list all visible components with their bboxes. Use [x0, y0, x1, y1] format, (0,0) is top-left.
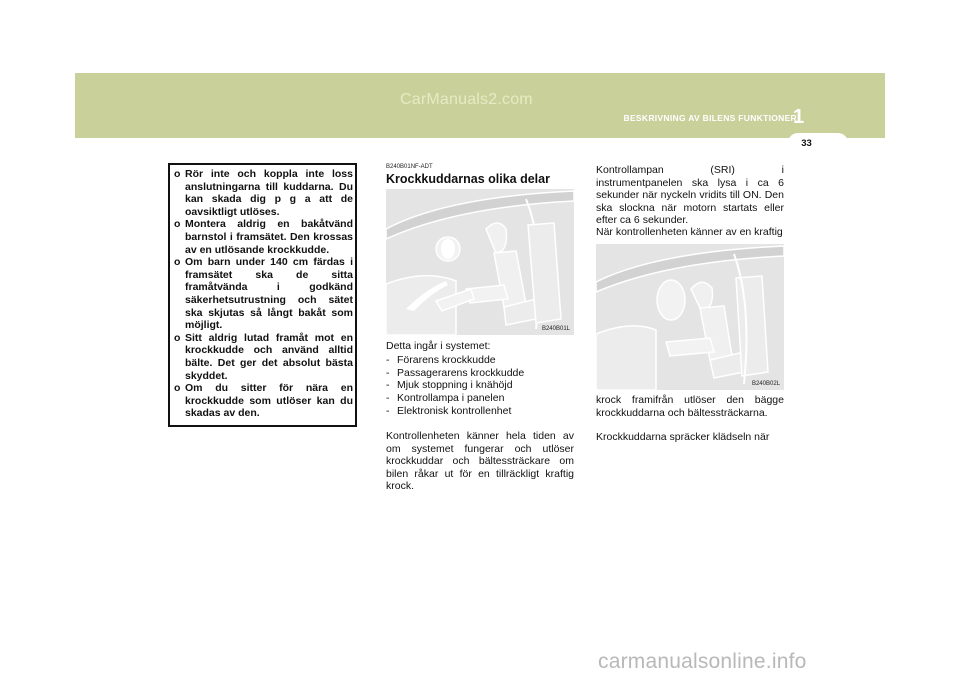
component-item: - Elektronisk kontrollenhet	[386, 404, 512, 417]
driver-airbag-drawing	[386, 189, 574, 335]
watermark: carmanualsonline.info	[598, 650, 807, 673]
figure-code: B240B01L	[541, 326, 570, 332]
component-list	[386, 354, 574, 418]
deploy-text: krock framifrån utlöser den bägge krockkuddarna och bältessträckarna.	[596, 394, 784, 419]
bullet-icon: o	[174, 168, 181, 180]
brand-link[interactable]: CarManuals2.com	[400, 91, 533, 108]
section-code: B240B01NF-ADT	[386, 164, 433, 170]
section-title: BESKRIVNING AV BILENS FUNKTIONER	[623, 113, 797, 123]
bullet-icon: o	[174, 256, 181, 269]
driver-airbag-illustration	[386, 189, 574, 335]
component-item: - Kontrollampa i panelen	[386, 392, 505, 405]
page-number: 33	[801, 138, 812, 149]
figure-code: B240B02L	[751, 381, 780, 387]
warning-item: o Rör inte och koppla inte loss anslutningarna till kuddarna. Du kan skada dig p g a att de oavsiktligt utlöses.	[174, 168, 353, 218]
crash-detect-text: När kontrollenheten känner av en kraftig	[596, 226, 783, 238]
warning-item: o Sitt aldrig lutad framåt mot en krockkudde och använd alltid bälte. Det ger det absolut bästa skyddet.	[174, 331, 353, 382]
component-item: - Passagerarens krockkudde	[386, 366, 525, 379]
warning-item: o Om barn under 140 cm färdas i framsätet ska de sitta framåtvända i godkänd säkerhetsutrustning och sätet ska skjutas så långt bakåt som möjligt.	[174, 256, 353, 332]
chapter-number: 1	[793, 106, 805, 128]
warning-box	[168, 163, 357, 427]
warning-list	[174, 168, 353, 420]
bullet-icon: o	[174, 331, 181, 344]
warning-item: o Montera aldrig en bakåtvänd barnstol i framsätet. Den krossas av en utlösande krockkudde.	[174, 218, 353, 256]
warning-lamp-text: Kontrollampan (SRI) i instrumentpanelen ska lysa i ca 6 sekunder när nyckeln vridits till ON. Den ska slockna när motorn startats eller efter ca 6 sekunder.	[596, 164, 784, 227]
cover-text: Krockkuddarna spräcker klädseln när	[596, 431, 770, 443]
component-item: - Mjuk stoppning i knähöjd	[386, 379, 513, 392]
section-heading: Krockkuddarnas olika delar	[386, 172, 550, 186]
system-intro: Detta ingår i systemet:	[386, 340, 491, 352]
bullet-icon: o	[174, 218, 181, 231]
component-item: - Förarens krockkudde	[386, 354, 496, 366]
control-unit-text: Kontrollenheten känner hela tiden av om systemet fungerar och utlöser krockkuddar och bältessträckare om bilen råkar ut för en tillräckligt kraftig krock.	[386, 430, 574, 493]
passenger-airbag-illustration	[596, 244, 784, 390]
bullet-icon: o	[174, 382, 181, 395]
warning-item: o Om du sitter för nära en krockkudde som utlöser kan du skadas av den.	[174, 382, 353, 420]
passenger-airbag-drawing	[596, 244, 784, 390]
